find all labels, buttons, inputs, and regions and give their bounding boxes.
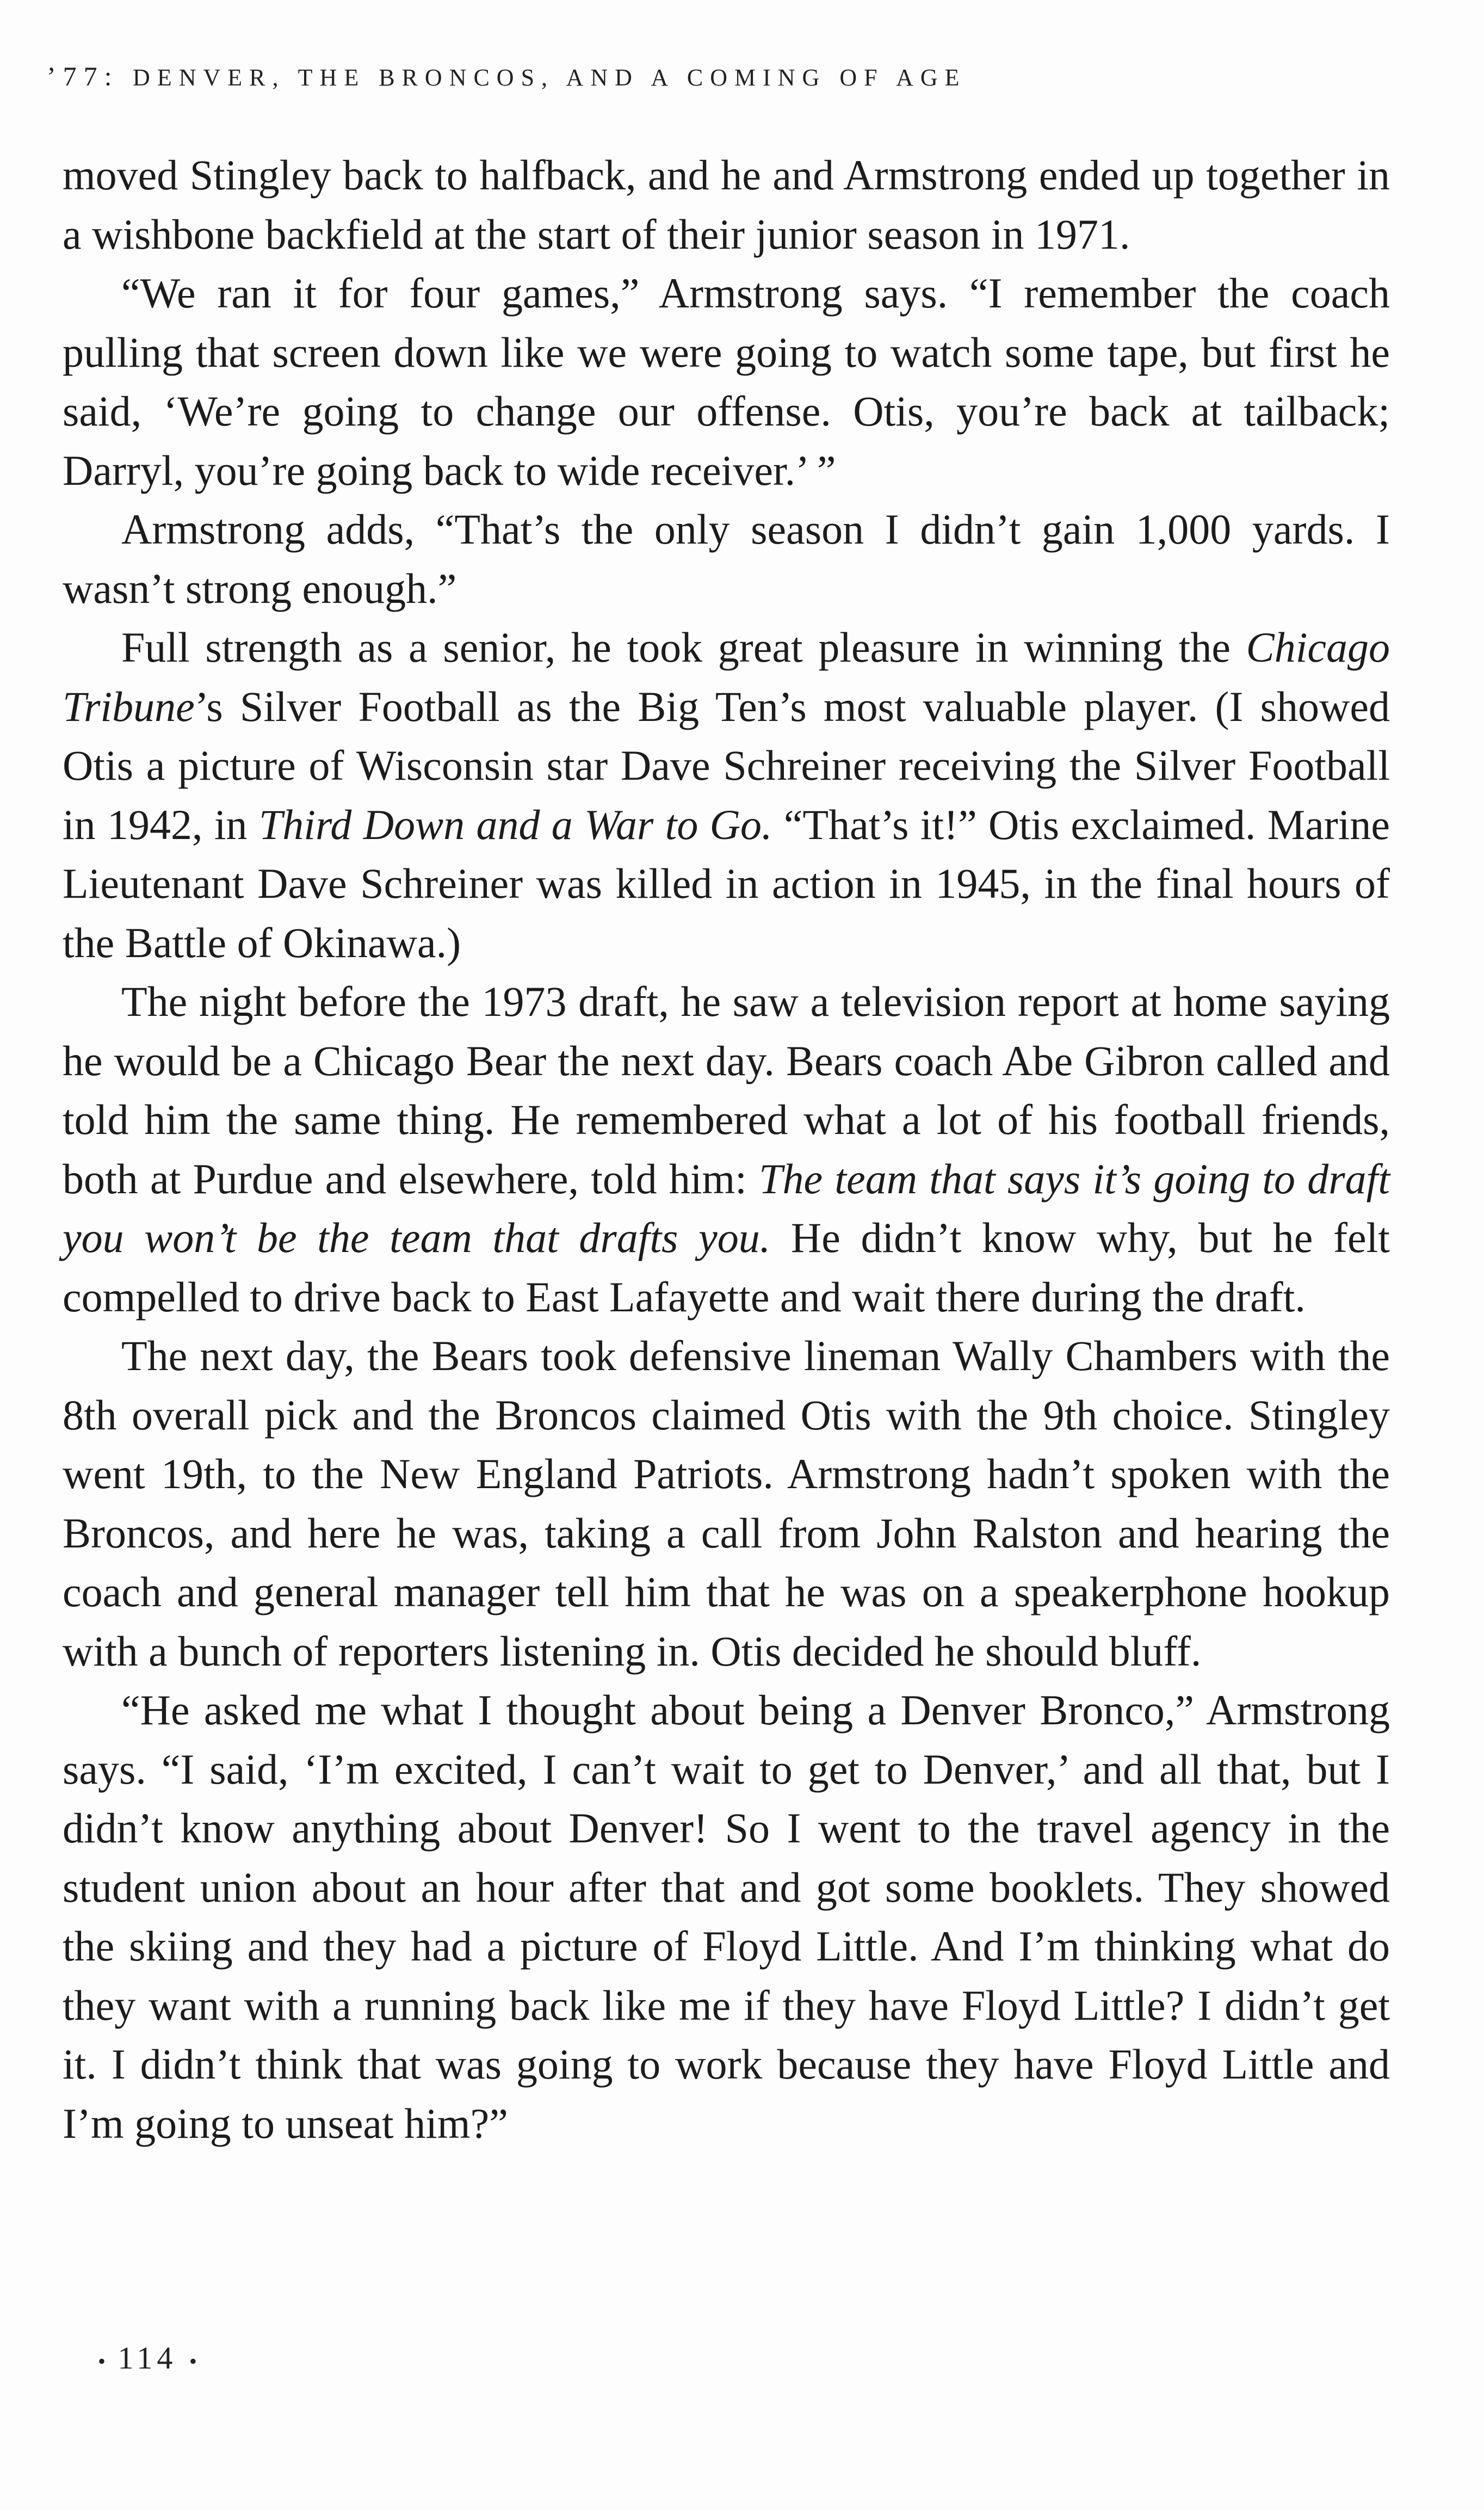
- paragraph-4-italic-book-title: Third Down and a War to Go.: [258, 800, 772, 848]
- paragraph-4-text-c: ’s Silver Football as the Big Ten’s most valuable player. (I showed Otis a picture of Wisconsin star Dave Schreiner receiving the Silver Football in 1942, in: [63, 682, 1390, 848]
- running-head: [47, 54, 1380, 100]
- paragraph-5: [63, 972, 1390, 1327]
- paragraph-4-text-a: Full strength as a senior, he took great pleasure in winning the: [121, 624, 1246, 671]
- page-number: 114: [118, 2340, 177, 2376]
- paragraph-1: moved Stingley back to halfback, and he and Armstrong ended up together in a wishbone backfield at the start of their junior season in 1971.: [63, 151, 1390, 258]
- paragraph-5-text-a: The night before the 1973 draft, he saw a television report at home saying he would be a Chicago Bear the next day. Bears coach Abe Gibron called and told him the same thing. He remembered what a lot of his football friends, both at Purdue and elsewhere, told him:: [63, 978, 1390, 1202]
- paragraph-2: “We ran it for four games,” Armstrong says. “I remember the coach pulling that screen down like we were going to watch some tape, but first he said, ‘We’re going to change our offense. Otis, you’re back at tailback; Darryl, you’re going back to wide receiver.’ ”: [63, 269, 1390, 494]
- paragraph-4-text-e: “That’s it!” Otis exclaimed. Marine Lieutenant Dave Schreiner was killed in action in 1945, in the final hours of the Battle of Okinawa.): [63, 800, 1390, 966]
- paragraph-4: [63, 618, 1390, 972]
- paragraph-5-italic-quote: The team that says it’s going to draft you won’t be the team that drafts you.: [63, 1155, 1390, 1261]
- paragraph-7: “He asked me what I thought about being a Denver Bronco,” Armstrong says. “I said, ‘I’m excited, I can’t wait to get to Denver,’ and all that, but I didn’t know anything about Denver! So I went to the travel agency in the student union about an hour after that and got some booklets. They showed the skiing and they had a picture of Floyd Little. And I’m thinking what do they want with a running back like me if they have Floyd Little? I didn’t get it. I didn’t think that was going to work because they have Floyd Little and I’m going to unseat him?”: [63, 1686, 1390, 2147]
- folio-ornament-right: •: [189, 2349, 197, 2374]
- paragraph-4-italic-newspaper: Chicago Tribune: [63, 624, 1390, 730]
- paragraph-3: Armstrong adds, “That’s the only season I didn’t gain 1,000 yards. I wasn’t strong enough.”: [63, 505, 1390, 612]
- folio-ornament-left: •: [98, 2349, 106, 2374]
- running-head-title: DENVER, THE BRONCOS, AND A COMING OF AGE: [133, 64, 967, 91]
- page-number-footer: [98, 2340, 197, 2376]
- running-head-prefix: ’77:: [47, 61, 119, 91]
- paragraph-6: The next day, the Bears took defensive lineman Wally Chambers with the 8th overall pick and the Broncos claimed Otis with the 9th choice. Stingley went 19th, to the New England Patriots. Armstrong hadn’t spoken with the Broncos, and here he was, taking a call from John Ralston and hearing the coach and general manager tell him that he was on a speakerphone hookup with a bunch of reporters listening in. Otis decided he should bluff.: [63, 1332, 1390, 1675]
- paragraph-5-text-c: He didn’t know why, but he felt compelled to drive back to East Lafayette and wait there during the draft.: [63, 1214, 1390, 1321]
- body-text: [63, 146, 1390, 2153]
